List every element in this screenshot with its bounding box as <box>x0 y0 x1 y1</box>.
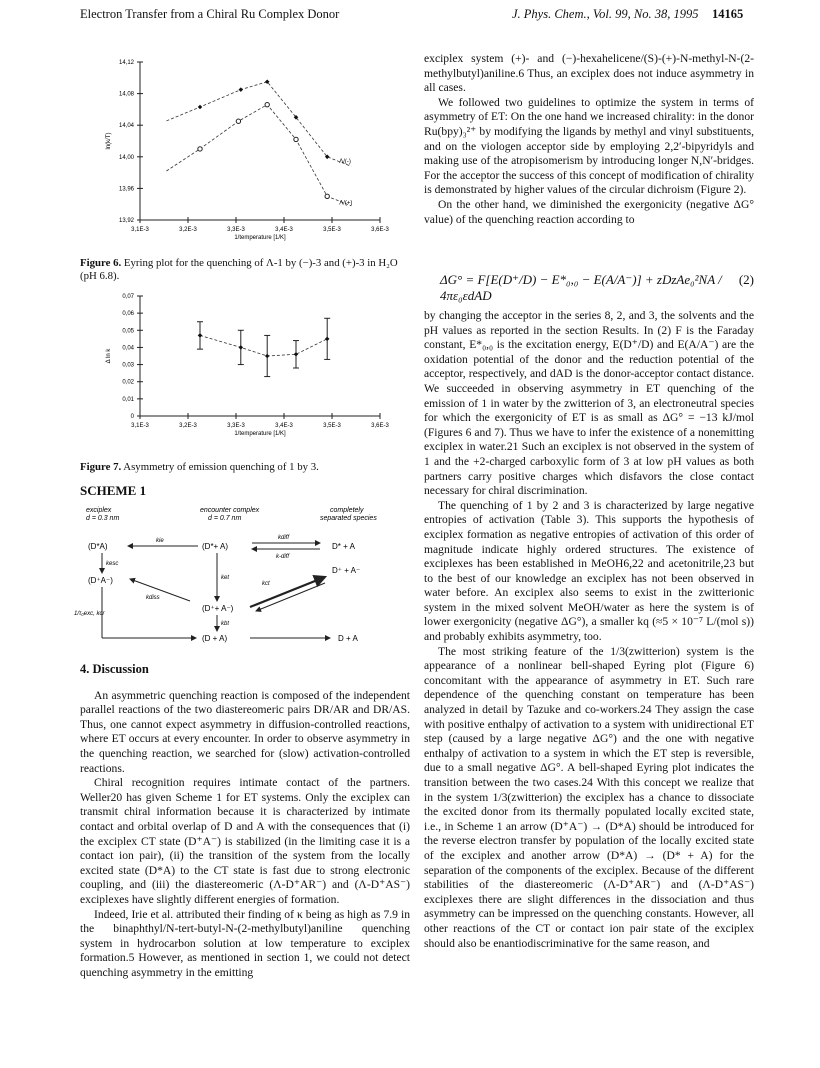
rate-ket: ket <box>221 575 230 581</box>
equation-text: ΔG° = F[E(D⁺/D) − E*₀,₀ − E(A/A⁻)] + zDzAe₀²NA / 4πε₀εdAD <box>440 272 722 303</box>
data-point <box>239 345 244 350</box>
journal-citation: J. Phys. Chem., Vol. 99, No. 38, 1995 <box>512 7 699 21</box>
y-tick-label: 14,08 <box>118 91 134 98</box>
rate-kdiss: kdiss <box>146 595 160 601</box>
x-tick-label: 3,1E-3 <box>131 423 149 429</box>
rate-decay: 1/τ₀exc, kcr <box>74 611 105 617</box>
equation-2 <box>440 272 754 304</box>
page-number: 14165 <box>712 7 744 21</box>
figure-6-label: Figure 6. <box>80 257 122 269</box>
figure-6-svg <box>80 52 400 252</box>
y-tick-label: 0,05 <box>122 328 134 335</box>
rate-kminusdiff: k-diff <box>276 554 290 560</box>
right-paragraph-3: On the other hand, we diminished the exergonicity (negative ΔG° value) of the quenching reaction according to <box>424 197 754 226</box>
species-encounter-ions: (D⁺+ A⁻) <box>202 604 234 613</box>
scheme-1-diagram <box>74 503 410 653</box>
figure-6-chart <box>80 52 400 252</box>
figure-7-label: Figure 7. <box>80 461 122 473</box>
y-tick-label: 0,07 <box>122 294 134 300</box>
x-tick-label: 3,6E-3 <box>371 423 389 429</box>
figure-7-caption-text: Asymmetry of emission quenching of 1 by 3. <box>121 461 319 473</box>
right-paragraph-6: The most striking feature of the 1/3(zwitterion) system is the appearance of a nonlinear bell-shaped Eyring plot (Figure 6) concomitant with the appearance of asymmetry in ET. Such rare dependence of the quenching constant on temperature has been analyzed in detail by Tazuke and co-workers.24 They assign the case with positive enthalpy of activation to a system with unidirectional ET step (caused by a large negative ΔG°) and the one with negative enthalpy of activation to a system in which the ET step is reversible, due to a small negative ΔG°. A bell-shaped Eyring plot indicates the transition between the two cases.24 With this concept we realize that in the system 1/3(zwitterion) the exciplex has a chance to dissociate the excited donor from its thermally populated locally excited state, i.e., in Scheme 1 an arrow (D⁺A⁻) → (D*A) should be introduced for the reverse electron transfer by population of the locally excited state of the exciplex and another arrow (D*A) → (D* + A) for the separation of the components of the exciplex. Because of the different stabilities of the diastereomeric (Λ-D⁺AR⁻) and (Λ-D⁺AS⁻) exciplexes there are slight differences in the dissociation and thus asymmetry can be impressed on the quenching constants. However, all other reactions of the CT or contact ion pair state of the exciplex should also be enantiodiscriminative for the same reason, and <box>424 644 754 950</box>
discussion-paragraph-3: Indeed, Irie et al. attributed their finding of κ being as high as 7.9 in the binaphthyl/N-tert-butyl-N-(2-methylbutyl)aniline quenching system in hydrocarbon solution at low temperature to exciplex formation.5 However, as mentioned in section 1, we could not detect quenching asymmetry in the emitting <box>80 907 410 979</box>
data-point <box>239 87 244 92</box>
equation-number: (2) <box>738 272 754 287</box>
figure-6-caption-text: Eyring plot for the quenching of Λ-1 by (−)-3 and (+)-3 in H₂O (pH 6.8). <box>80 257 398 282</box>
figure-7-chart <box>80 288 400 448</box>
running-header-right <box>512 7 698 22</box>
series-line <box>166 105 351 206</box>
header-separated-2: separated species <box>320 515 377 522</box>
scheme-svg <box>74 503 410 653</box>
figure-7-caption <box>80 461 410 474</box>
running-header-left: Electron Transfer from a Chiral Ru Complex Donor <box>80 7 340 21</box>
y-tick-label: 0,06 <box>122 311 134 318</box>
y-tick-label: 0,02 <box>122 379 134 386</box>
figure-6-caption <box>80 257 410 283</box>
header-encounter-distance: d = 0.7 nm <box>208 515 242 522</box>
species-exciplex-le: (D*A) <box>88 542 108 551</box>
data-point <box>325 337 330 342</box>
x-tick-label: 3,4E-3 <box>275 227 293 233</box>
y-tick-label: 0,04 <box>122 345 134 352</box>
right-paragraph-4: by changing the acceptor in the series 8, 2, and 3, the solvents and the pH values as reported in the section Results. In (2) F is the Faraday constant, E*₀,₀ is the excitation energy, E(D⁺/D) and E(A/A⁻) are the oxidation potential of the donor and the reduction potential of the acceptor, respectively, and dAD is the donor-acceptor contact distance. We succeeded in observing asymmetry in ET quenching of the emission of 1 in water by the zwitterion of 3, an electroneutral species for which the exergonicity of ET is as small as ΔG° = −13 kJ/mol (Figures 6 and 7). Thus we have to infer the existence of a nonemitting exciplex in water.21 Such an exciplex is not observed in the system of 1 and the +2-charged carboxylic form of 3 at low pH values as both partners carry positive charges which disfavors the close contact necessary for chiral discrimination. <box>424 309 754 498</box>
y-tick-label: 14,00 <box>118 154 134 161</box>
x-tick-label: 3,2E-3 <box>179 227 197 233</box>
data-point <box>265 102 269 106</box>
scheme-title: SCHEME 1 <box>80 483 147 498</box>
figure-7-svg <box>80 288 400 448</box>
y-axis-label: ln(k/T) <box>106 132 112 150</box>
right-paragraph-1: exciplex system (+)- and (−)-hexahelicene/(S)-(+)-N-methyl-N-(2-methylbutyl)aniline.6 Thus, an exciplex does not induce asymmetry in all cases. <box>424 52 754 95</box>
rate-kbt: kbt <box>221 621 230 627</box>
rate-kct: kct <box>262 581 270 587</box>
species-encounter-ground: (D + A) <box>202 634 228 643</box>
rate-kdiff: kdiff <box>278 535 290 541</box>
species-encounter-le: (D*+ A) <box>202 542 229 551</box>
header-encounter: encounter complex <box>200 507 260 514</box>
species-exciplex-ct: (D⁺A⁻) <box>88 576 113 585</box>
series-legend-label: Λ/(+) <box>339 200 353 207</box>
right-paragraph-2: We followed two guidelines to optimize the system in terms of asymmetry of ET: On the one hand we increased chirality: in the donor Ru(bpy)₃²⁺ by modifying the ligands by methyl and vinyl substituents, and on the viologen acceptor side by employing 2,2′-bipyridyls and making use of the atropisomerism by introducing longer N,N′-bridges. For the acceptor the success of this concept of modification of chirality is demonstrated by higher values of the circular dichroism (Figure 2). <box>424 95 754 197</box>
y-tick-label: 14,12 <box>118 60 134 66</box>
y-tick-label: 13,96 <box>118 186 134 193</box>
discussion-heading: 4. Discussion <box>80 662 149 676</box>
data-point <box>198 147 202 151</box>
x-tick-label: 3,6E-3 <box>371 227 389 233</box>
y-tick-label: 13,92 <box>118 218 134 224</box>
x-tick-label: 3,4E-3 <box>275 423 293 429</box>
x-axis-label: 1/temperature [1/K] <box>234 235 286 241</box>
series-line <box>200 335 327 356</box>
data-point <box>325 194 329 198</box>
x-axis-label: 1/temperature [1/K] <box>234 431 286 437</box>
right-column-top <box>424 52 754 227</box>
data-point <box>294 352 299 357</box>
data-point <box>198 333 203 338</box>
y-axis-label: Δ ln k <box>106 348 112 364</box>
data-point <box>294 137 298 141</box>
y-tick-label: 0,01 <box>122 396 134 403</box>
y-tick-label: 0,03 <box>122 362 134 369</box>
right-paragraph-5: The quenching of 1 by 2 and 3 is characterized by large negative entropies of activation (Table 3). This supports the hypothesis of exciplex formation as negative entropies of activation of this order of magnitude indicate highly ordered structures. The existence of exciplexes has been established in MeOH6,22 and acetonitrile,23 but to the best of our knowledge an exciplex has not been observed in water before. An exciplex also seems to exist in the zwitterionic system in the mixed solvent MeOH/water as here the system is of lower exergonicity (negative ΔG°), a smaller kq (≈5 × 10⁻⁷ L/(mol s)) and probably exhibits asymmetry, too. <box>424 498 754 644</box>
series-legend-label: Λ/(-) <box>339 158 351 165</box>
header-exciplex: exciplex <box>86 507 112 514</box>
x-tick-label: 3,5E-3 <box>323 423 341 429</box>
species-separated-ions: D⁺ + A⁻ <box>332 566 361 575</box>
rate-kesc: kesc <box>106 561 119 567</box>
discussion-paragraph-2: Chiral recognition requires intimate contact of the partners. Weller20 has given Scheme 1 for ET systems. Only the exciplex can transmit chiral information because it is characterized by intimate contact and orbital overlap of D and A with the consequences that (i) the exciplex CT state (D⁺A⁻) is stabilized (in the limiting case it is a contact ion pair), (ii) the transition of the system from the locally excited state (D*A) to the CT state is fast due to strong electronic coupling, and (iii) the diastereomeric (Λ-D⁺AR⁻) and (Λ-D⁺AS⁻) exciplexes have slightly different energies of formation. <box>80 776 410 906</box>
x-tick-label: 3,3E-3 <box>227 423 245 429</box>
discussion-paragraph-1: An asymmetric quenching reaction is composed of the independent parallel reactions of the two diastereomeric pairs DR/AR and DR/AS. Thus, one cannot expect asymmetry in diffusion-controlled reactions, where ET occurs at every encounter. In order to observe asymmetry in the quenching reaction, we searched for (slow) activation-controlled reactions. <box>80 688 410 775</box>
species-separated-le: D* + A <box>332 542 355 551</box>
data-point <box>198 105 203 110</box>
x-tick-label: 3,2E-3 <box>179 423 197 429</box>
data-point <box>265 354 270 359</box>
data-point <box>236 119 240 123</box>
x-tick-label: 3,3E-3 <box>227 227 245 233</box>
header-exciplex-distance: d = 0.3 nm <box>86 515 120 522</box>
species-separated-ground: D + A <box>338 634 358 643</box>
series-line <box>166 82 351 167</box>
y-tick-label: 0 <box>130 414 134 420</box>
x-tick-label: 3,5E-3 <box>323 227 341 233</box>
y-tick-label: 14,04 <box>118 123 134 130</box>
rate-kie: kie <box>156 538 164 544</box>
left-column-discussion <box>80 662 410 980</box>
x-tick-label: 3,1E-3 <box>131 227 149 233</box>
header-separated: completely <box>330 507 364 514</box>
right-column-bottom <box>424 309 754 951</box>
